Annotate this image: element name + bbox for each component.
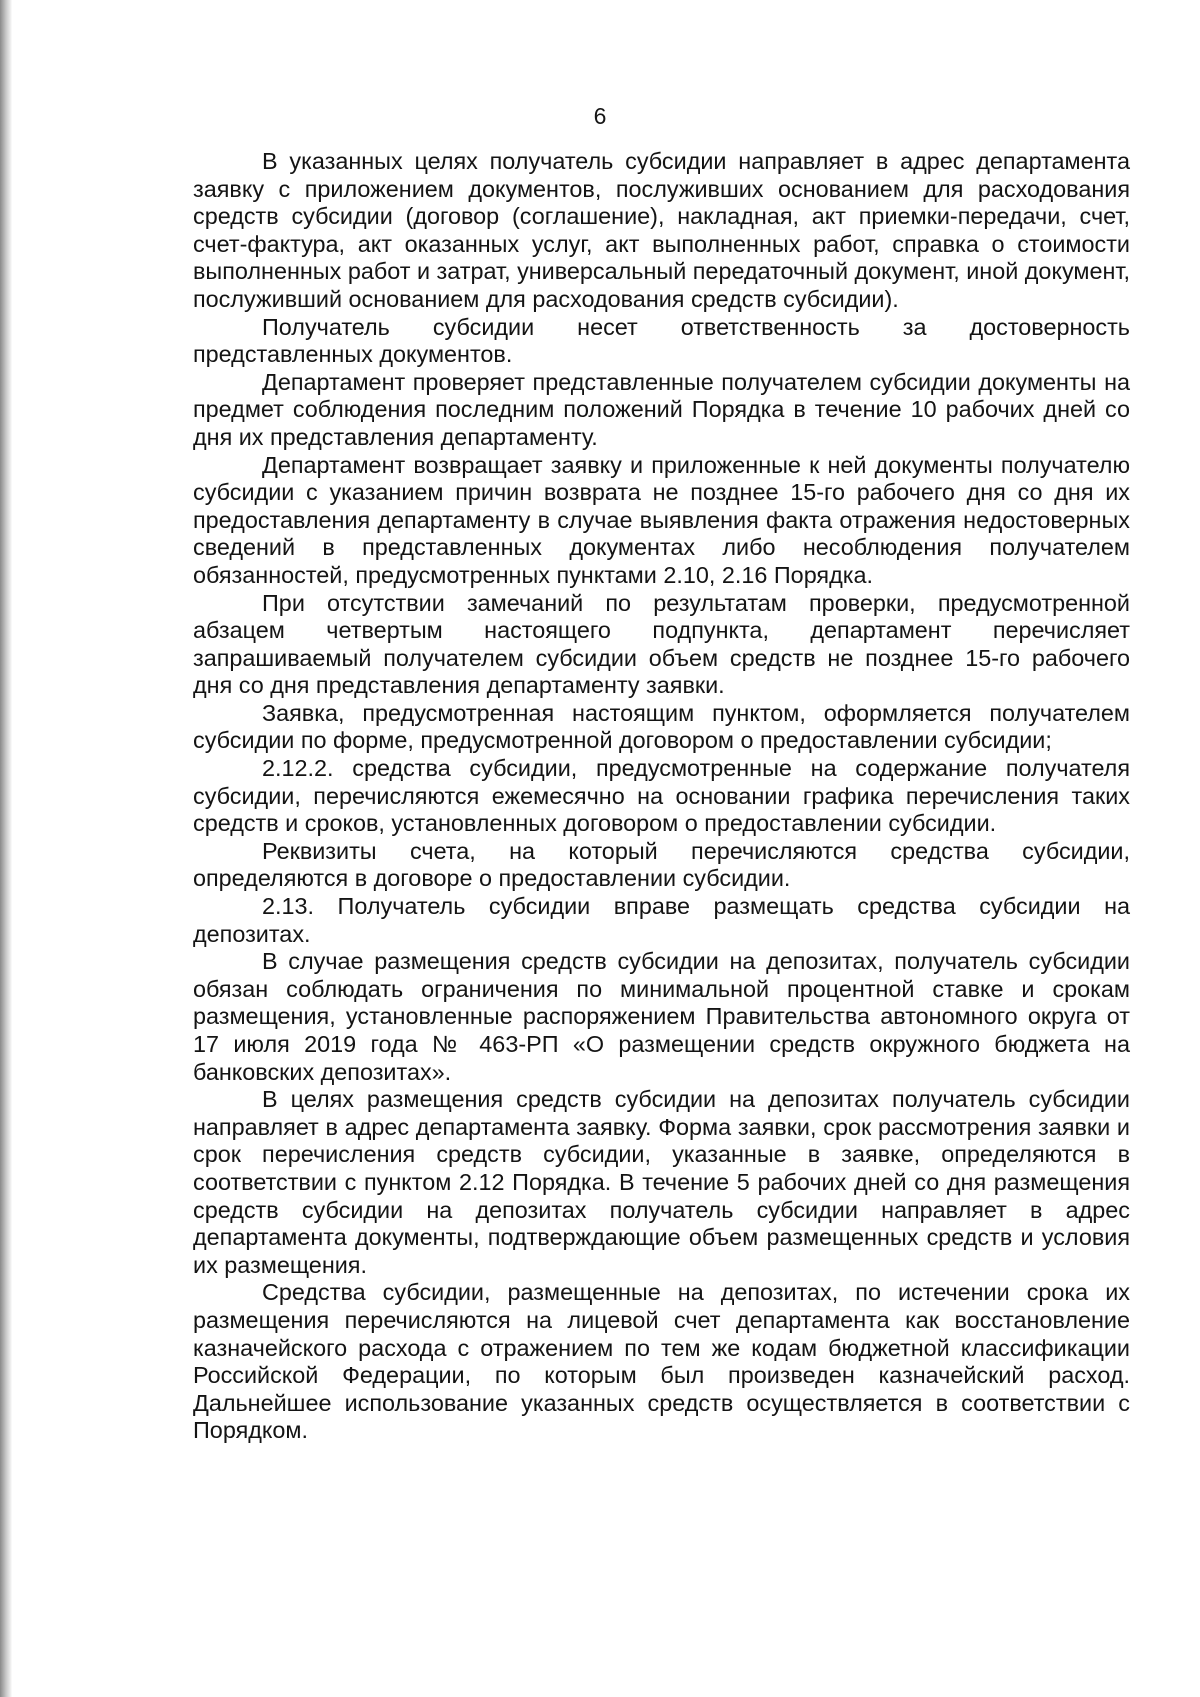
paragraph-application-form: Заявка, предусмотренная настоящим пунктом, оформляется получателем субсидии по форме, предусмотренной договором о предоставлении субсидии; xyxy=(193,699,1130,754)
paragraph-no-remarks-transfer: При отсутствии замечаний по результатам проверки, предусмотренной абзацем четвертым настоящего подпункта, департамент перечисляет запрашиваемый получателем субсидии объем средств не позднее 15-го рабочего дня со дня представления департаменту заявки. xyxy=(193,589,1130,699)
paragraph-deposit-restrictions: В случае размещения средств субсидии на депозитах, получатель субсидии обязан соблюдать ограничения по минимальной процентной ставке и срокам размещения, установленные распоряжением Правительства автономного округа от 17 июля 2019 года № 463-РП «О размещении средств окружного бюджета на банковских депозитах». xyxy=(193,948,1130,1085)
paragraph-clause-2-12-2: 2.12.2. средства субсидии, предусмотренные на содержание получателя субсидии, перечисляются ежемесячно на основании графика перечисления таких средств и сроков, установленных договором о предоставлении субсидии. xyxy=(193,755,1130,837)
paragraph-deposit-return: Средства субсидии, размещенные на депозитах, по истечении срока их размещения перечисляются на лицевой счет департамента как восстановление казначейского расхода с отражением по тем же кодам бюджетной классификации Российской Федерации, по которым был произведен казначейский расход. Дальнейшее использование указанных средств осуществляется в соответствии с Порядком. xyxy=(193,1279,1130,1444)
document-body xyxy=(193,148,1130,1445)
paragraph-department-check: Департамент проверяет представленные получателем субсидии документы на предмет соблюдения последним положений Порядка в течение 10 рабочих дней со дня их представления департаменту. xyxy=(193,368,1130,450)
paragraph-department-return: Департамент возвращает заявку и приложенные к ней документы получателю субсидии с указанием причин возврата не позднее 15-го рабочего дня со дня их предоставления департаменту в случае выявления факта отражения недостоверных сведений в представленных документах либо несоблюдения получателем обязанностей, предусмотренных пунктами 2.10, 2.16 Порядка. xyxy=(193,451,1130,588)
scan-edge-shadow xyxy=(0,0,12,1697)
paragraph-application-documents: В указанных целях получатель субсидии направляет в адрес департамента заявку с приложением документов, послуживших основанием для расходования средств субсидии (договор (соглашение), накладная, акт приемки-передачи, счет, счет-фактура, акт оказанных услуг, акт выполненных работ, справка о стоимости выполненных работ и затрат, универсальный передаточный документ, иной документ, послуживший основанием для расходования средств субсидии). xyxy=(193,148,1130,312)
page-number: 6 xyxy=(593,103,607,129)
paragraph-recipient-responsibility: Получатель субсидии несет ответственность за достоверность представленных документов. xyxy=(193,313,1130,368)
paragraph-deposit-application: В целях размещения средств субсидии на депозитах получатель субсидии направляет в адрес департамента заявку. Форма заявки, срок рассмотрения заявки и срок перечисления средств субсидии, указанные в заявке, определяются в соответствии с пунктом 2.12 Порядка. В течение 5 рабочих дней со дня размещения средств субсидии на депозитах получатель субсидии направляет в адрес департамента документы, подтверждающие объем размещенных средств и условия их размещения. xyxy=(193,1086,1130,1278)
paragraph-clause-2-13: 2.13. Получатель субсидии вправе размещать средства субсидии на депозитах. xyxy=(193,893,1130,947)
paragraph-account-details: Реквизиты счета, на который перечисляются средства субсидии, определяются в договоре о предоставлении субсидии. xyxy=(193,837,1130,892)
